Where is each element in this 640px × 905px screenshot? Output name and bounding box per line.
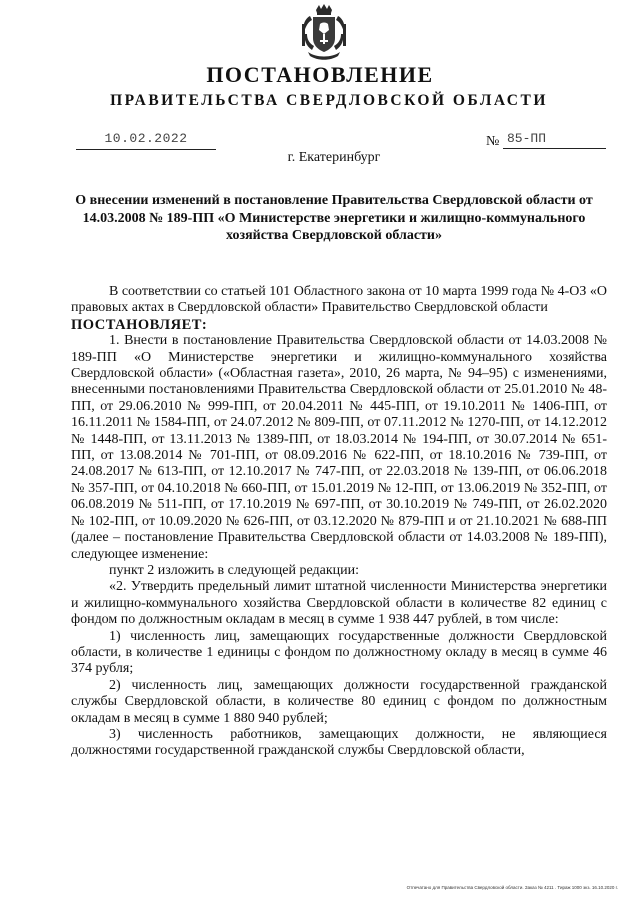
item-1-paragraph: 1. Внести в постановление Правительства Свердловской области от 14.03.2008 № 189-ПП «О Министерстве энергетики и жилищно-коммунального хозяйства Свердловской области» («Областная газета», 2010, 26 марта, № 94–95) с изменениями, внесенными постановлениями Правительства Свердловской области от 25.01.2010 № 48-ПП, от 29.06.2010 № 999-ПП, от 20.04.2011 № 445-ПП, от 19.10.2011 № 1406-ПП, от 16.11.2011 № 1584-ПП, от 24.07.2012 № 809-ПП, от 07.11.2012 № 1270-ПП, от 14.12.2012 № 1448-ПП, от 13.11.2013 № 1389-ПП, от 18.03.2014 № 194-ПП, от 30.07.2014 № 651-ПП, от 13.08.2014 № 701-ПП, от 08.09.2016 № 622-ПП, от 18.10.2016 № 739-ПП, от 24.08.2017 № 613-ПП, от 12.10.2017 № 747-ПП, от 22.03.2018 № 139-ПП, от 06.06.2018 № 357-ПП, от 04.10.2018 № 660-ПП, от 15.01.2019 № 12-ПП, от 13.06.2019 № 352-ПП, от 06.08.2019 № 511-ПП, от 17.10.2019 № 697-ПП, от 30.10.2019 № 749-ПП, от 26.02.2020 № 102-ПП, от 10.09.2020 № 626-ПП, от 03.12.2020 № 879-ПП и от 21.10.2021 № 688-ПП (далее – постановление Правительства Свердловской области от 14.03.2008 № 189-ПП), следующее изменение: bbox=[71, 333, 607, 562]
document-issuer: ПРАВИТЕЛЬСТВА СВЕРДЛОВСКОЙ ОБЛАСТИ bbox=[110, 92, 548, 109]
document-body bbox=[71, 284, 607, 760]
document-city: г. Екатеринбург bbox=[287, 150, 381, 165]
subitem-3-paragraph: 3) численность работников, замещающих должности, не являющиеся должностями государственной гражданской службы Свердловской области, bbox=[71, 726, 607, 759]
resolve-heading: ПОСТАНОВЛЯЕТ: bbox=[71, 316, 208, 333]
point-2-paragraph: пункт 2 изложить в следующей редакции: bbox=[109, 562, 359, 578]
document-title: ПОСТАНОВЛЕНИЕ bbox=[206, 62, 434, 87]
document-date: 10.02.2022 bbox=[76, 131, 216, 150]
print-footer: Отпечатано для Правительства Свердловской области. Заказ № 4211 . Тираж 1000 экз. 16.10.2020 г. bbox=[406, 885, 618, 890]
subitem-2-paragraph: 2) численность лиц, замещающих должности государственной гражданской службы Свердловской области, в количестве 80 единиц с фондом по должностным окладам в месяц в сумме 1 880 940 рублей; bbox=[71, 677, 607, 726]
document-subject: О внесении изменений в постановление Правительства Свердловской области от 14.03.2008 № 189-ПП «О Министерстве энергетики и жилищно-коммунального хозяйства Свердловской области» bbox=[75, 193, 593, 243]
quoted-paragraph: «2. Утвердить предельный лимит штатной численности Министерства энергетики и жилищно-коммунального хозяйства Свердловской области в количестве 82 единиц с фондом по должностным окладам в месяц в сумме 1 938 447 рублей, в том числе: bbox=[71, 579, 607, 628]
intro-paragraph: В соответствии со статьей 101 Областного закона от 10 марта 1999 года № 4-ОЗ «О правовых актах в Свердловской области» Правительство Свердловской области bbox=[71, 284, 607, 316]
document-number: 85-ПП bbox=[503, 131, 606, 149]
number-sign: № bbox=[486, 134, 500, 149]
subitem-1-paragraph: 1) численность лиц, замещающих государственные должности Свердловской области, в количестве 1 единицы с фондом по должностному окладу в месяц в сумме 46 374 рубля; bbox=[71, 628, 607, 677]
coat-of-arms-emblem bbox=[296, 4, 352, 62]
